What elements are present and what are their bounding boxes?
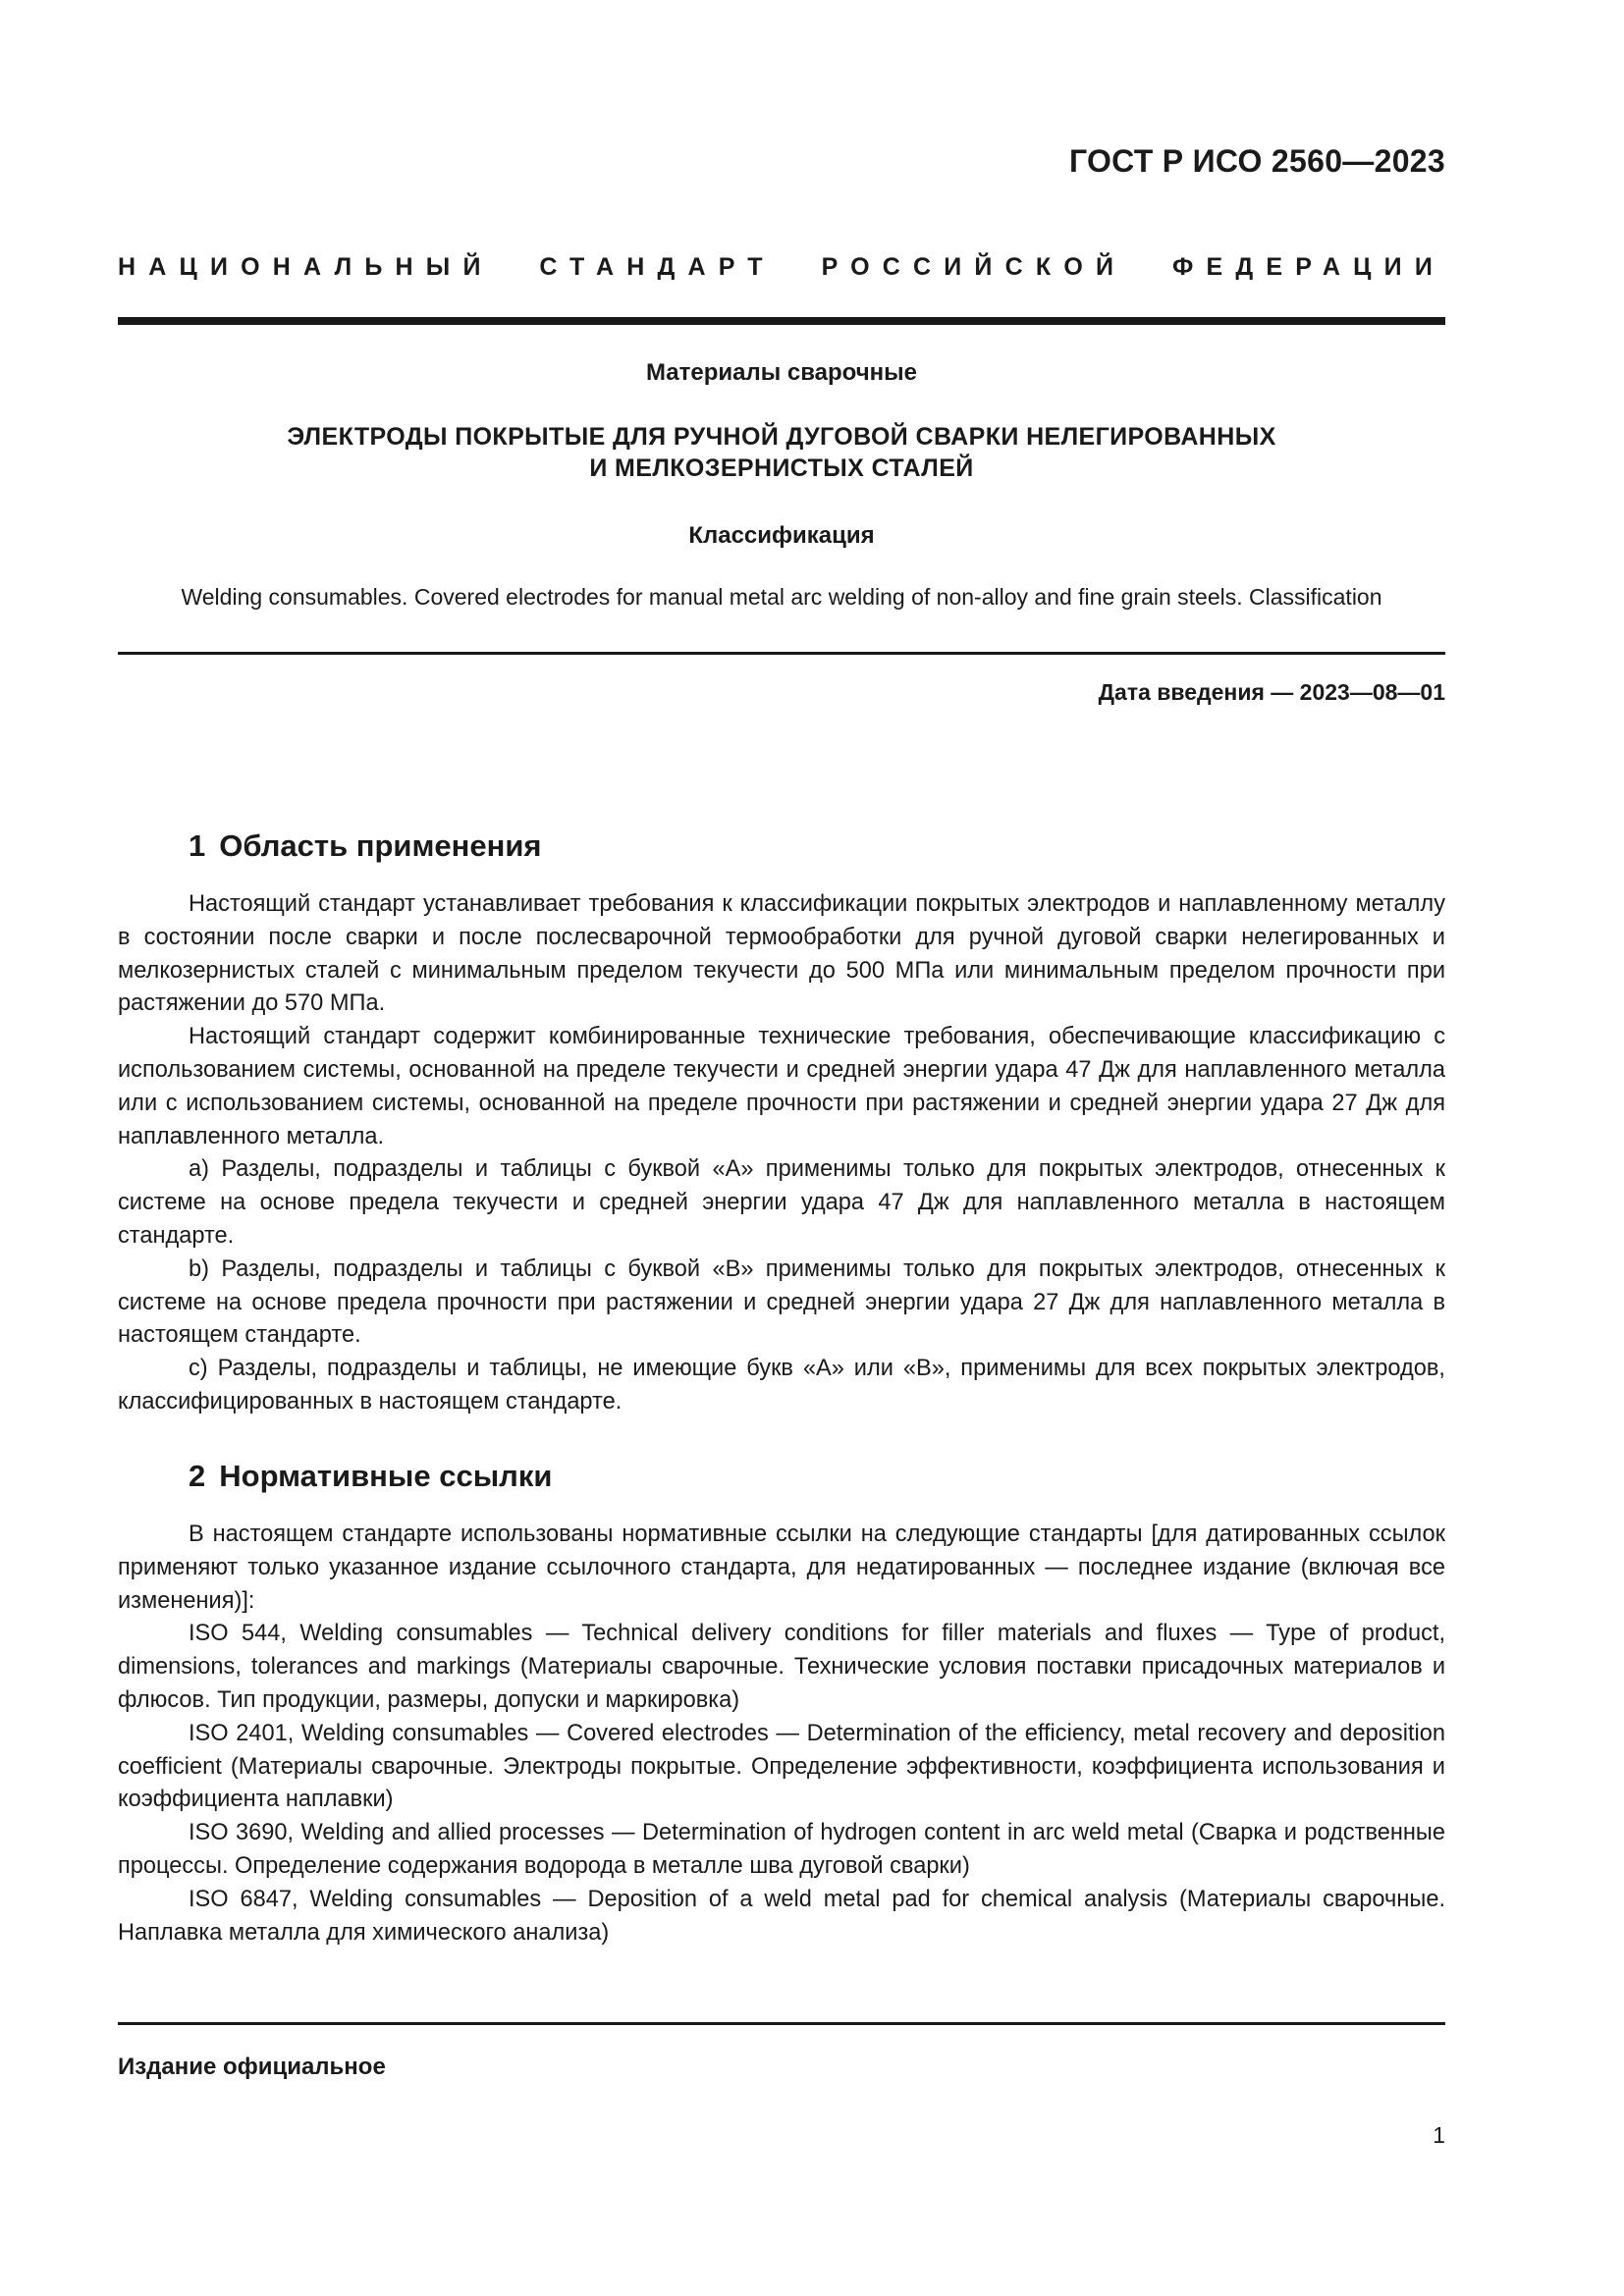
date-of-introduction: Дата введения — 2023—08—01 [1098, 679, 1445, 705]
reference-iso-2401: ISO 2401, Welding consumables — Covered electrodes — Determination of the efficiency, metal recovery and deposition coefficient (Материалы сварочные. Электроды покрытые. Определение эффективности, коэффициента использования и коэффициента наплавки) [118, 1720, 1445, 1813]
section-2-number: 2 [189, 1459, 206, 1493]
page-number: 1 [1433, 2122, 1445, 2148]
section-1-title: Область применения [219, 828, 542, 863]
national-standard-line: НАЦИОНАЛЬНЫЙ СТАНДАРТ РОССИЙСКОЙ ФЕДЕРАЦИИ [118, 253, 1445, 281]
section-1-list-item-c: c) Разделы, подразделы и таблицы, не имеющие букв «А» или «В», применимы для всех покрытых электродов, классифицированных в настоящем стандарте. [118, 1356, 1445, 1415]
official-edition-label: Издание официальное [118, 2054, 386, 2080]
reference-iso-544: ISO 544, Welding consumables — Technical delivery conditions for filler materials and fluxes — Type of product, dimensions, tolerances and markings (Материалы сварочные. Технические условия поставки присадочных материалов и флюсов. Тип продукции, размеры, допуски и маркировка) [118, 1621, 1445, 1713]
section-1-number: 1 [189, 828, 206, 863]
document-subtitle: Классификация [688, 522, 875, 549]
document-group: Материалы сварочные [645, 359, 918, 386]
section-1-paragraph: Настоящий стандарт устанавливает требования к классификации покрытых электродов и наплавленному металлу в состоянии после сварки и после послесварочной термообработки для ручной дуговой сварки нелегированных и мелкозернистых сталей с минимальным пределом текучести до 500 МПа или минимальным пределом прочности при растяжении до 570 МПа. [118, 891, 1445, 1017]
section-2-body [118, 1519, 1445, 1949]
section-1-heading [189, 828, 542, 864]
section-1-list-item-b: b) Разделы, подразделы и таблицы с буквой «В» применимы только для покрытых электродов, отнесенных к системе на основе предела прочности при растяжении и средней энергии удара 27 Дж для наплавленного металла в настоящем стандарте. [118, 1255, 1445, 1349]
section-1-paragraph: Настоящий стандарт содержит комбинированные технические требования, обеспечивающие классификацию с использованием системы, основанной на пределе текучести и средней энергии удара 47 Дж для наплавленного металла или с использованием системы, основанной на пределе прочности при растяжении и средней энергии удара 27 Дж для наплавленного металла. [118, 1024, 1445, 1149]
section-2-title: Нормативные ссылки [219, 1459, 553, 1493]
section-1-body [118, 888, 1445, 1419]
english-title: Welding consumables. Covered electrodes for manual metal arc welding of non-alloy and fine grain steels. Classification [181, 584, 1382, 610]
title-rule [118, 652, 1445, 655]
standard-designation: ГОСТ Р ИСО 2560—2023 [1068, 143, 1445, 179]
footer-rule [118, 2022, 1445, 2025]
document-title-line-2: И МЕЛКОЗЕРНИСТЫХ СТАЛЕЙ [589, 454, 974, 482]
section-1-list-item-a: a) Разделы, подразделы и таблицы с буквой «А» применимы только для покрытых электродов, отнесенных к системе на основе предела текучести и средней энергии удара 47 Дж для наплавленного металла в настоящем стандарте. [118, 1156, 1445, 1249]
reference-iso-6847: ISO 6847, Welding consumables — Deposition of a weld metal pad for chemical analysis (Материалы сварочные. Наплавка металла для химического анализа) [118, 1886, 1445, 1946]
section-2-heading [189, 1459, 552, 1494]
document-title-line-1: ЭЛЕКТРОДЫ ПОКРЫТЫЕ ДЛЯ РУЧНОЙ ДУГОВОЙ СВАРКИ НЕЛЕГИРОВАННЫХ [287, 423, 1276, 451]
header-rule [118, 317, 1445, 325]
reference-iso-3690: ISO 3690, Welding and allied processes — Determination of hydrogen content in arc weld metal (Сварка и родственные процессы. Определение содержания водорода в металле шва дуговой сварки) [118, 1820, 1445, 1879]
section-2-paragraph: В настоящем стандарте использованы нормативные ссылки на следующие стандарты [для датированных ссылок применяют только указанное издание ссылочного стандарта, для недатированных — последнее издание (включая все изменения)]: [118, 1522, 1445, 1614]
